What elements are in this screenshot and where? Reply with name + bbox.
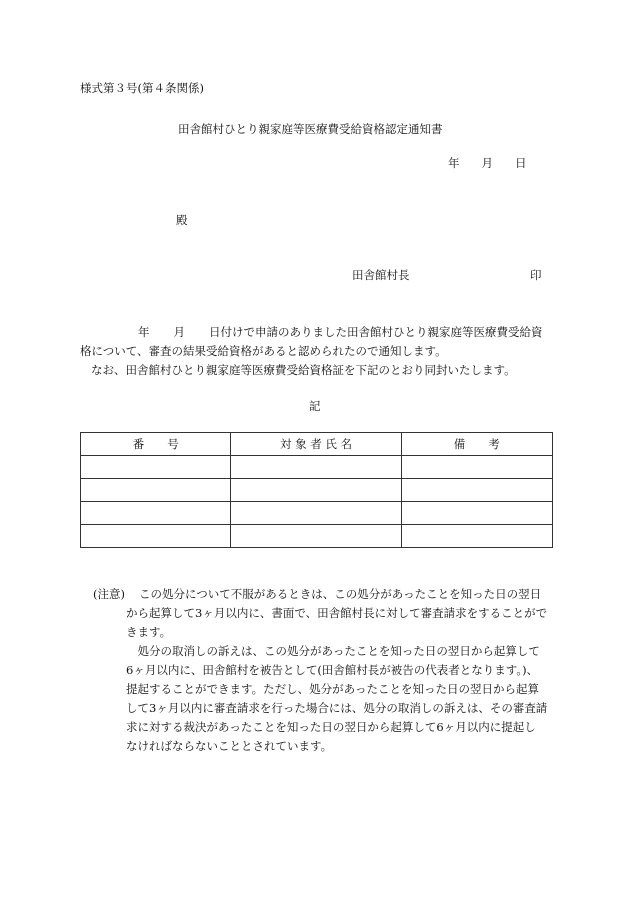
- body-month-label: 月: [173, 325, 185, 339]
- addressee-suffix: 殿: [176, 213, 188, 227]
- body-line1-text: 日付けで申請のありました田舎館村ひとり親家庭等医療費受給資: [209, 325, 543, 339]
- notice-line: 提起することができます。ただし、処分があったことを知った日の翌日から起算: [126, 682, 539, 696]
- notice-line: きます。: [126, 625, 172, 639]
- table-cell: [401, 525, 552, 548]
- body-paragraph-2: なお、田舎館村ひとり親家庭等医療費受給資格証を下記のとおり同封いたします。: [91, 363, 516, 377]
- document-title: 田舎館村ひとり親家庭等医療費受給資格認定通知書: [178, 122, 443, 136]
- notice-line: この処分について不服があるときは、この処分があったことを知った日の翌日: [139, 587, 542, 601]
- table-header-row: [81, 433, 553, 456]
- table-cell: [81, 479, 231, 502]
- table-row: [81, 502, 553, 525]
- header-subject-name: 対 象 者 氏 名: [231, 433, 401, 456]
- notice-label: (注意): [93, 587, 125, 601]
- notice-text-cont: [126, 604, 547, 756]
- issuer-name: 田舎館村長: [352, 268, 410, 282]
- form-number: 様式第３号(第４条関係): [80, 81, 204, 95]
- issuer-block: [352, 267, 542, 283]
- date-month-label: 月: [481, 156, 493, 170]
- table-cell: [401, 456, 552, 479]
- table-cell: [401, 502, 552, 525]
- records-table: [80, 432, 553, 548]
- table-cell: [231, 456, 401, 479]
- table-cell: [81, 502, 231, 525]
- body-line2-text: 格について、審査の結果受給資格があると認められたので通知します。: [80, 344, 447, 358]
- date-day-label: 日: [515, 156, 527, 170]
- notice-line: から起算して3ヶ月以内に、書面で、田舎館村長に対して審査請求をすることがで: [126, 606, 548, 620]
- table-cell: [231, 525, 401, 548]
- table-row: [81, 456, 553, 479]
- seal-mark: 印: [530, 268, 542, 282]
- ki-heading: 記: [309, 399, 321, 413]
- table-cell: [231, 502, 401, 525]
- table-cell: [401, 479, 552, 502]
- date-line: [448, 155, 527, 171]
- notice-text: [139, 585, 541, 604]
- notice-line: して3ヶ月以内に審査請求を行った場合には、処分の取消しの訴えは、その審査請: [126, 701, 548, 715]
- notice-line: 6ヶ月以内に、田舎館村を被告として(田舎館村長が被告の代表者となります。)、: [126, 663, 539, 677]
- notice-line: 求に対する裁決があったことを知った日の翌日から起算して6ヶ月以内に提起し: [126, 720, 536, 734]
- body-year-label: 年: [138, 325, 150, 339]
- table-cell: [81, 456, 231, 479]
- body-paragraph-1: [80, 323, 555, 361]
- notice-line: 処分の取消しの訴えは、この処分があったことを知った日の翌日から起算して: [126, 644, 540, 658]
- header-remarks: 備 考: [401, 433, 552, 456]
- table-cell: [81, 525, 231, 548]
- header-number: 番 号: [81, 433, 231, 456]
- date-year-label: 年: [448, 156, 460, 170]
- table-row: [81, 525, 553, 548]
- table-cell: [231, 479, 401, 502]
- notice-line: なければならないこととされています。: [126, 739, 333, 753]
- table-row: [81, 479, 553, 502]
